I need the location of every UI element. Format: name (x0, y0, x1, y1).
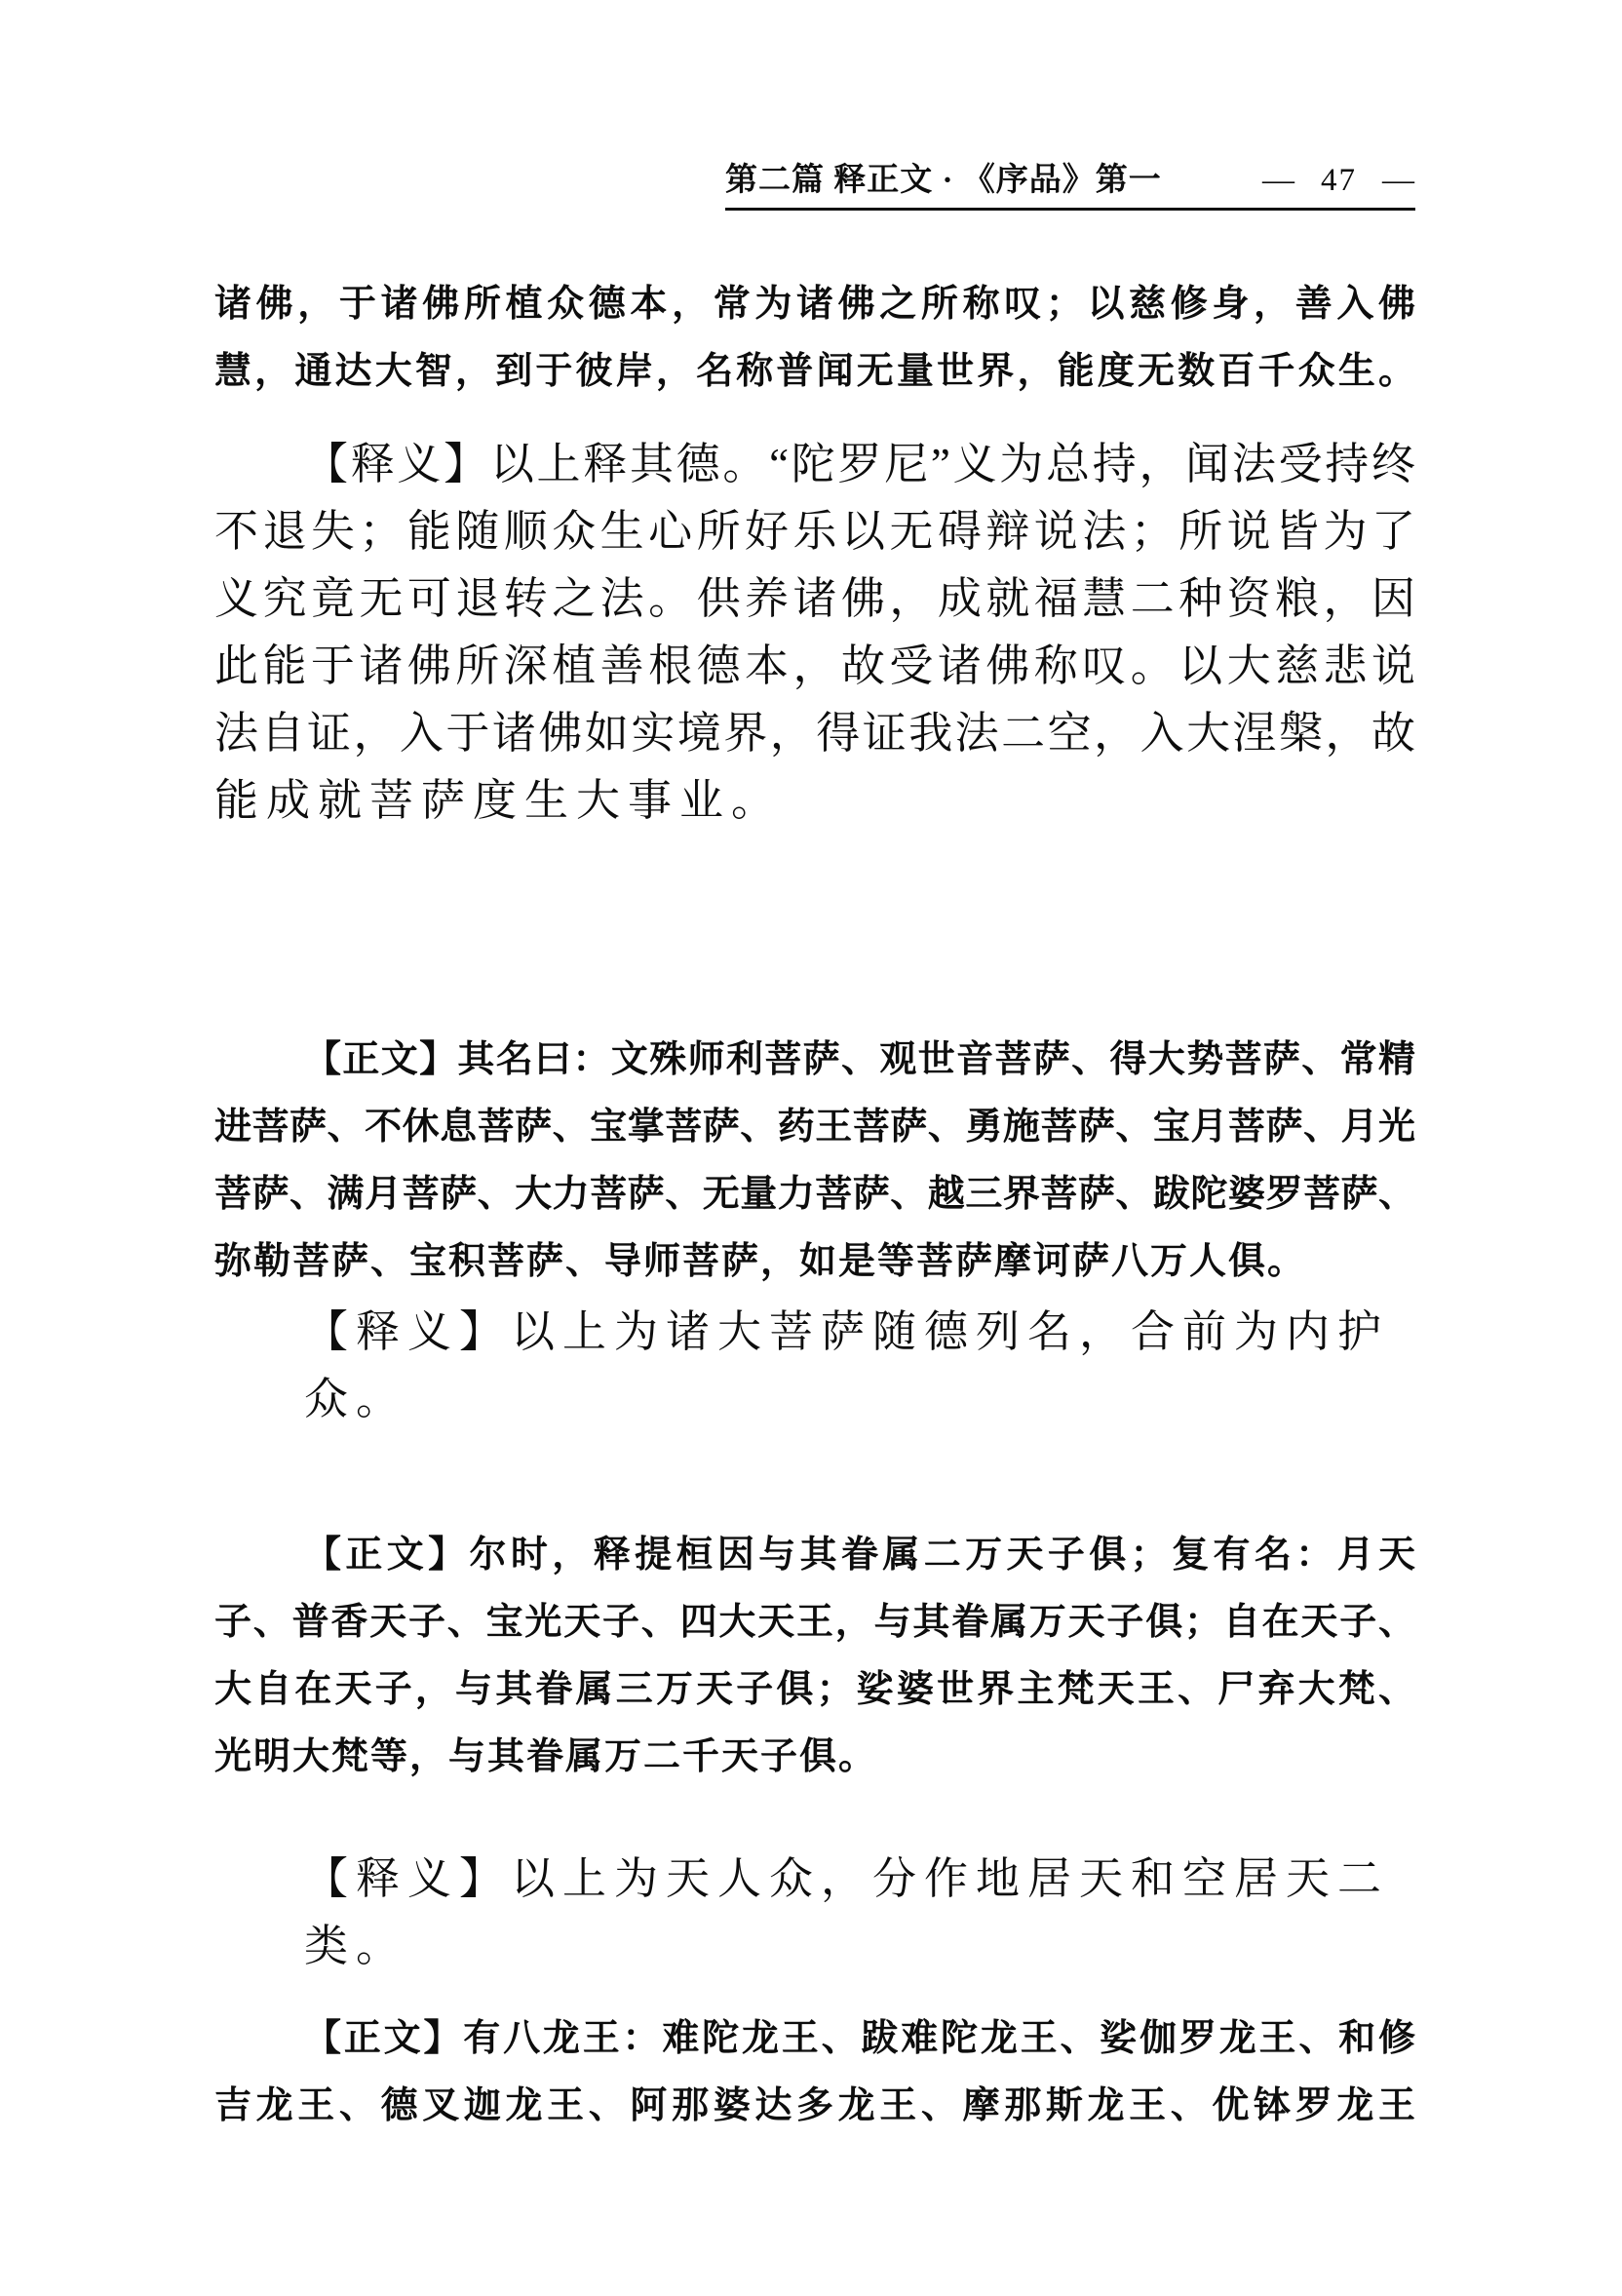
commentary-line: 法自证，入于诸佛如实境界，得证我法二空，入大涅槃，故 (214, 709, 1415, 758)
sutra-paragraph (214, 1522, 1415, 1791)
commentary-paragraph (214, 431, 1415, 835)
running-head (725, 159, 1415, 211)
sutra-line: 子、普香天子、宝光天子、四大天王，与其眷属万天子俱；自在天子、 (214, 1602, 1415, 1643)
commentary-line: 【释义】以上释其德。“陀罗尼”义为总持，闻法受持终 (304, 440, 1415, 488)
sutra-line: 吉龙王、德叉迦龙王、阿那婆达多龙王、摩那斯龙王、优钵罗龙王 (214, 2085, 1415, 2126)
commentary-paragraph (214, 1846, 1415, 1970)
sutra-line: 【正文】其名曰：文殊师利菩萨、观世音菩萨、得大势菩萨、常精 (304, 1039, 1415, 1080)
page-number: 47 (1321, 163, 1357, 198)
sutra-line: 【正文】尔时，释提桓因与其眷属二万天子俱；复有名：月天 (304, 1535, 1415, 1576)
sutra-line: 【正文】有八龙王：难陀龙王、跋难陀龙王、娑伽罗龙王、和修 (304, 2018, 1415, 2059)
commentary-line: 【释义】以上为天人众，分作地居天和空居天二类。 (304, 1854, 1390, 1970)
sutra-line: 慧，通达大智，到于彼岸，名称普闻无量世界，能度无数百千众生。 (214, 351, 1415, 392)
sutra-line: 诸佛，于诸佛所植众德本，常为诸佛之所称叹；以慈修身，善入佛 (214, 284, 1415, 325)
commentary-line: 能成就菩萨度生大事业。 (214, 776, 784, 825)
sutra-line: 大自在天子，与其眷属三万天子俱；娑婆世界主梵天王、尸弃大梵、 (214, 1669, 1415, 1710)
chapter-title: 第二篇 释正文 · 《序品》第一 (725, 163, 1162, 198)
sutra-line: 弥勒菩萨、宝积菩萨、导师菩萨，如是等菩萨摩诃萨八万人俱。 (214, 1241, 1307, 1282)
commentary-paragraph (214, 1299, 1415, 1423)
sutra-line: 菩萨、满月菩萨、大力菩萨、无量力菩萨、越三界菩萨、跋陀婆罗菩萨、 (214, 1174, 1415, 1215)
commentary-line: 【释义】以上为诸大菩萨随德列名，合前为内护众。 (304, 1307, 1390, 1423)
sutra-paragraph (214, 1027, 1415, 1296)
sutra-paragraph (214, 2005, 1415, 2140)
pagination (1262, 159, 1415, 202)
page-number-dash-left: — (1262, 163, 1295, 198)
sutra-paragraph-continuation (214, 271, 1415, 406)
commentary-line: 义究竟无可退转之法。供养诸佛，成就福慧二种资粮，因 (214, 574, 1415, 623)
page-number-dash-right: — (1382, 163, 1415, 198)
commentary-line: 此能于诸佛所深植善根德本，故受诸佛称叹。以大慈悲说 (214, 642, 1415, 690)
commentary-line: 不退失；能随顺众生心所好乐以无碍辩说法；所说皆为了 (214, 507, 1415, 556)
sutra-line: 光明大梵等，与其眷属万二千天子俱。 (214, 1736, 878, 1777)
sutra-line: 进菩萨、不休息菩萨、宝掌菩萨、药王菩萨、勇施菩萨、宝月菩萨、月光 (214, 1107, 1415, 1148)
